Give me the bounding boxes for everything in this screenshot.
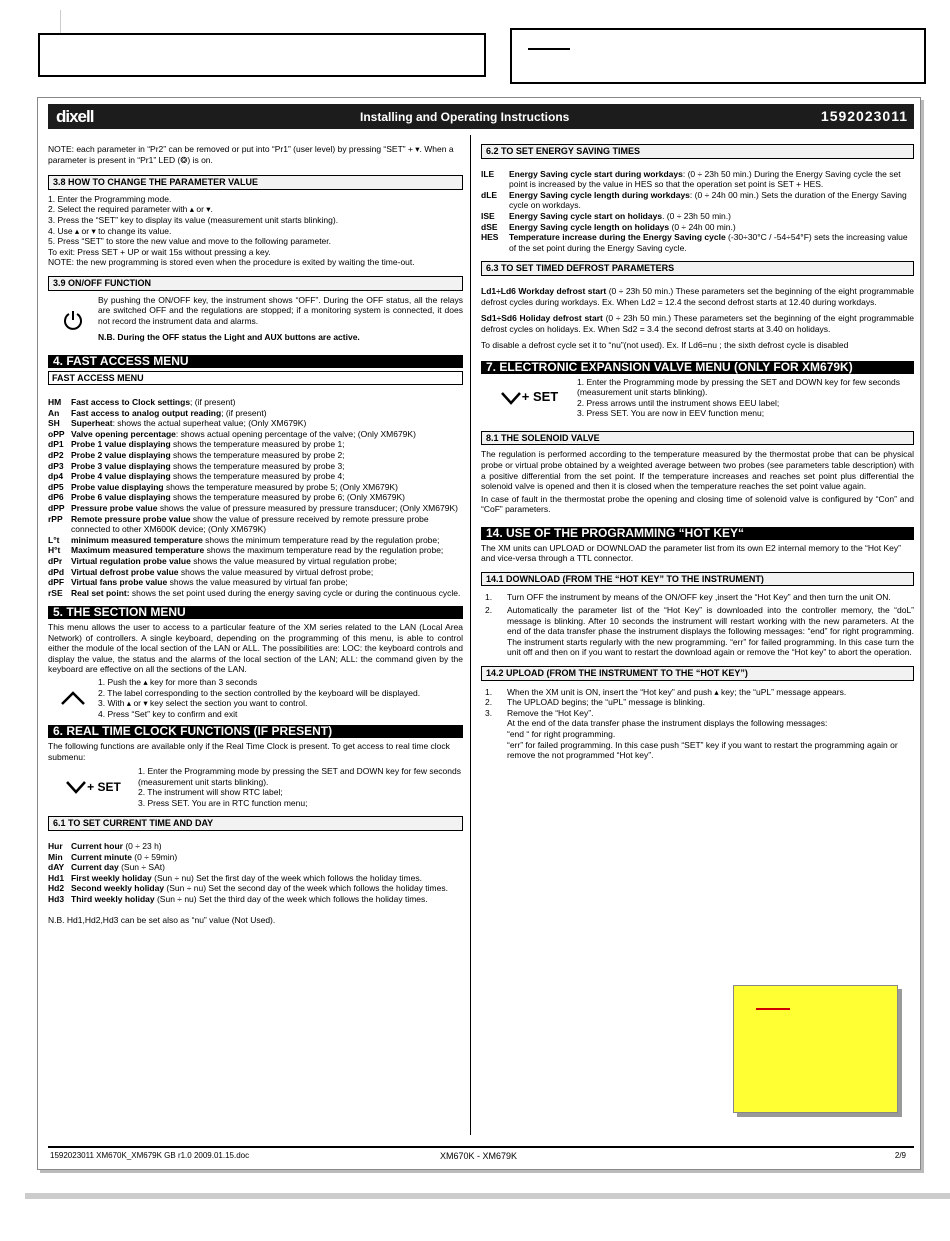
section-3-8-steps: 1. Enter the Programming mode. 2. Select the required parameter with ▴ or ▾. 3. Press the “SET” key to display its value (measurement unit starts blinking). 4. Use ▴ or ▾ to change its value. 5. Press “SET” to store the new value and move to the following parameter. To exit: Press SET + UP or wait 15s without pressing a key. NOTE: the new programming is stored even when the procedure is exited by waiting the time-out.: [48, 193, 415, 268]
fast-access-list: [48, 397, 463, 598]
list-item: Hd3 Third weekly holiday (Sun ÷ nu) Set the third day of the week which follows the holiday times.: [48, 894, 428, 905]
section-14-heading: 14. USE OF THE PROGRAMMING “HOT KEY“: [481, 527, 914, 540]
dixell-logo: dixell: [56, 107, 94, 126]
down-set-icon: + SET: [48, 766, 138, 808]
disable-defrost: To disable a defrost cycle set it to “nu”(not used). Ex. If Ld6=nu ; the sixth defrost cycle is disabled: [481, 340, 849, 351]
list-item: 2. Automatically the parameter list of the “Hot Key” is downloaded into the controller memory, the “doL” message is blinking. After 10 seconds the instrument will restart working with the new parameters. At the end of the data transfer phase the instrument displays the following messages: “end” for right programming. The instrument starts regularly with the new programming. “err” for failed programming. In this case turn the unit off and then on if you want to restart the download again or remove the “Hot key” to abort the operation.: [485, 605, 914, 658]
section-7-steps: + SET 1. Enter the Programming mode by pressing the SET and DOWN key for few seconds (measurement unit starts blinking). 2. Press arrows until the instrument shows EEU label; 3. Press SET. You are now in EEV function menu;: [481, 377, 914, 419]
list-item: 1. When the XM unit is ON, insert the “Hot key” and push ▴ key; the “uPL” message appears.: [485, 686, 847, 697]
list-item: L°t minimum measured temperature shows the minimum temperature read by the regulation probe;: [48, 534, 440, 545]
list-item: “err” for failed programming. In this case push “SET” key if you want to restart the programming again or remove the not programmed “Hot key”.: [507, 739, 898, 761]
list-item: dPd Virtual defrost probe value shows the value measured by virtual defrost probe;: [48, 566, 374, 577]
section-3-8-heading: 3.8 HOW TO CHANGE THE PARAMETER VALUE: [48, 175, 463, 190]
document-code: 1592023011: [820, 108, 908, 124]
list-item: ISE Energy Saving cycle start on holidays. (0 ÷ 23h 50 min.): [481, 210, 731, 221]
list-item: rSE Real set point: shows the set point used during the energy saving cycle or during the continuous cycle.: [48, 587, 461, 598]
time-day-list: [48, 841, 463, 905]
list-item: ILE Energy Saving cycle start during workdays: (0 ÷ 23h 50 min.) During the Energy Saving cycle the set point is increased by the value in HES so that the operation set point is SET + HES.: [481, 168, 901, 190]
section-14-1-heading: 14.1 DOWNLOAD (FROM THE “HOT KEY” TO THE INSTRUMENT): [481, 572, 914, 587]
section-6-1-nb: N.B. Hd1,Hd2,Hd3 can be set also as “nu” value (Not Used).: [48, 914, 276, 925]
list-item: At the end of the data transfer phase the instrument displays the following messages:: [507, 718, 828, 729]
upload-steps: [481, 687, 914, 761]
power-icon: [48, 295, 98, 345]
list-item: 3. Remove the “Hot Key”.: [485, 707, 594, 718]
section-6-3-heading: 6.3 TO SET TIMED DEFROST PARAMETERS: [481, 261, 914, 276]
footer-filename: 1592023011 XM670K_XM679K GB r1.0 2009.01.15.doc: [50, 1151, 250, 1160]
list-item: HES Temperature increase during the Energy Saving cycle (-30÷30°C / -54÷54°F) sets the increasing value of the set point during the Energy Saving cycle.: [481, 232, 908, 253]
list-item: dP6 Probe 6 value displaying shows the temperature measured by probe 6; (Only XM679K): [48, 492, 406, 503]
footer-rule: [48, 1146, 914, 1148]
section-6-steps: + SET 1. Enter the Programming mode by pressing the SET and DOWN key for few seconds (measurement unit starts blinking). 2. The instrument will show RTC label; 3. Press SET. You are in RTC function menu;: [48, 766, 463, 808]
list-item: 2. The UPLOAD begins; the “uPL” message is blinking.: [485, 697, 705, 708]
top-right-field-box: [510, 28, 926, 84]
list-item: Hd2 Second weekly holiday (Sun ÷ nu) Set the second day of the week which follows the holiday times.: [48, 883, 448, 894]
list-item: Hur Current hour (0 ÷ 23 h): [48, 841, 162, 852]
section-6-text: The following functions are available only if the Real Time Clock is present. To get access to real time clock submenu:: [48, 740, 450, 762]
list-item: dSE Energy Saving cycle length on holidays (0 ÷ 24h 00 min.): [481, 221, 736, 232]
list-item: H°t Maximum measured temperature shows the maximum temperature read by the regulation probe;: [48, 545, 444, 556]
section-3-9-heading: 3.9 ON/OFF FUNCTION: [48, 276, 463, 291]
column-divider: [470, 135, 471, 1135]
section-7-heading: 7. ELECTRONIC EXPANSION VALVE MENU (ONLY FOR XM679K): [481, 361, 914, 374]
list-item: dp4 Probe 4 value displaying shows the temperature measured by probe 4;: [48, 471, 345, 482]
left-column: [48, 140, 463, 927]
onoff-description: By pushing the ON/OFF key, the instrument shows “OFF”. During the OFF status, all the relays are switched OFF and the regulations are stopped; if a monitoring system is connected, it does not record the instrument data and alarms. N.B. During the OFF status the Light and AUX buttons are active.: [48, 295, 463, 345]
holiday-defrost: Sd1÷Sd6 Holiday defrost start (0 ÷ 23h 50 min.) These parameters set the beginning of the eight programmable defrost cycles on holidays. Ex. When Sd2 = 3.4 the second defrost starts at 3.40 on holidays.: [481, 313, 915, 334]
list-item: Min Current minute (0 ÷ 59min): [48, 851, 178, 862]
top-left-field-box: [38, 33, 486, 77]
down-set-icon: + SET: [481, 377, 577, 419]
up-arrow-icon: [48, 677, 98, 719]
list-item: An Fast access to analog output reading; (if present): [48, 407, 267, 418]
section-14-2-heading: 14.2 UPLOAD (FROM THE INSTRUMENT TO THE “HOT KEY”): [481, 666, 914, 681]
section-6-heading: 6. REAL TIME CLOCK FUNCTIONS (IF PRESENT): [48, 725, 463, 738]
list-item: 1. Turn OFF the instrument by means of the ON/OFF key ,insert the “Hot Key” and then turn the unit ON.: [485, 592, 891, 603]
footer-page-number: 2/9: [894, 1151, 906, 1160]
list-item: dPP Pressure probe value shows the value of pressure measured by pressure transducer; (Only XM679K): [48, 503, 458, 514]
solenoid-text-2: In case of fault in the thermostat probe the opening and closing time of solenoid valve is configured by “Con” and “CoF” parameters.: [481, 493, 914, 515]
list-item: SH Superheat: shows the actual superheat value; (Only XM679K): [48, 418, 307, 429]
list-item: dLE Energy Saving cycle length during workdays: (0 ÷ 24h 00 min.) Sets the duration of the Energy Saving cycle on workdays.: [481, 189, 907, 211]
note-pr2: NOTE: each parameter in “Pr2” can be removed or put into “Pr1” (user level) by pressing “SET” + ▾. When a parameter is present in “Pr1” LED (❂) is on.: [48, 144, 454, 165]
list-item: dPF Virtual fans probe value shows the value measured by virtual fan probe;: [48, 577, 348, 588]
list-item: dP3 Probe 3 value displaying shows the temperature measured by probe 3;: [48, 460, 345, 471]
list-item: dP2 Probe 2 value displaying shows the temperature measured by probe 2;: [48, 450, 345, 461]
energy-saving-list: [481, 169, 914, 254]
header-title: Installing and Operating Instructions: [360, 110, 570, 124]
workday-defrost: Ld1÷Ld6 Workday defrost start (0 ÷ 23h 50 min.) These parameters set the beginning of the eight programmable defrost cycles during workdays. Ex. When Ld2 = 12.4 the second defrost starts at 12.40 during workdays.: [481, 285, 914, 307]
section-6-1-heading: 6.1 TO SET CURRENT TIME AND DAY: [48, 816, 463, 831]
bottom-bar: [25, 1193, 950, 1199]
list-item: dP1 Probe 1 value displaying shows the temperature measured by probe 1;: [48, 439, 345, 450]
list-item: dP5 Probe value displaying shows the temperature measured by probe 5; (Only XM679K): [48, 481, 398, 492]
document-header: [48, 104, 914, 129]
solenoid-text: The regulation is performed according to the temperature measured by the thermostat probe that can be physical probe or virtual probe obtained by a weighted average between two probes (see parameters table description) with a positive differential from the set point. If the temperature increases and reaches set point plus differential the solenoid valve is opened and then it is closed when the temperature reaches the set point value again.: [481, 449, 914, 492]
list-item: HM Fast access to Clock settings; (if present): [48, 397, 236, 408]
sticky-note: [733, 985, 898, 1113]
section-5-steps: 1. Push the ▴ key for more than 3 seconds 2. The label corresponding to the section controlled by the keyboard will be displayed. 3. With ▴ or ▾ key select the section you want to control. 4. Press “Set” key to confirm and exit: [48, 677, 463, 719]
section-5-text: This menu allows the user to access to a particular feature of the XM series related to the LAN (Local Area Network) of controllers. A single keyboard, depending on the programming of this menu, is able to control either the module of the local section of the LAN or ALL. The possibilities are: LOC: the keyboard controls and display the value, the status and the alarms of the local section of the LAN; ALL: the command given by the keyboard are effective on all the sections of the LAN.: [48, 621, 463, 675]
list-item: Hd1 First weekly holiday (Sun ÷ nu) Set the first day of the week which follows the holiday times.: [48, 872, 422, 883]
section-6-2-heading: 6.2 TO SET ENERGY SAVING TIMES: [481, 144, 914, 159]
list-item: oPP Valve opening percentage: shows actual opening percentage of the valve; (Only XM679K): [48, 428, 416, 439]
right-column: [481, 140, 914, 761]
section-5-heading: 5. THE SECTION MENU: [48, 606, 463, 619]
hot-key-text: The XM units can UPLOAD or DOWNLOAD the parameter list from its own E2 internal memory to the “Hot Key” and vice-versa through a TTL connector.: [481, 542, 901, 564]
section-8-1-heading: 8.1 THE SOLENOID VALVE: [481, 431, 914, 446]
list-item: “end “ for right programming.: [507, 728, 616, 739]
section-4-heading: 4. FAST ACCESS MENU: [48, 355, 463, 368]
fast-access-box: FAST ACCESS MENU: [48, 371, 463, 386]
footer-model: XM670K - XM679K: [440, 1151, 518, 1161]
list-item: rPP Remote pressure probe value show the value of pressure received by remote pressure probe connected to other XM600K device; (Only XM679K): [48, 513, 429, 535]
download-steps: [481, 592, 914, 658]
list-item: dPr Virtual regulation probe value shows the value measured by virtual regulation probe;: [48, 556, 397, 566]
list-item: dAY Current day (Sun ÷ SAt): [48, 862, 165, 873]
